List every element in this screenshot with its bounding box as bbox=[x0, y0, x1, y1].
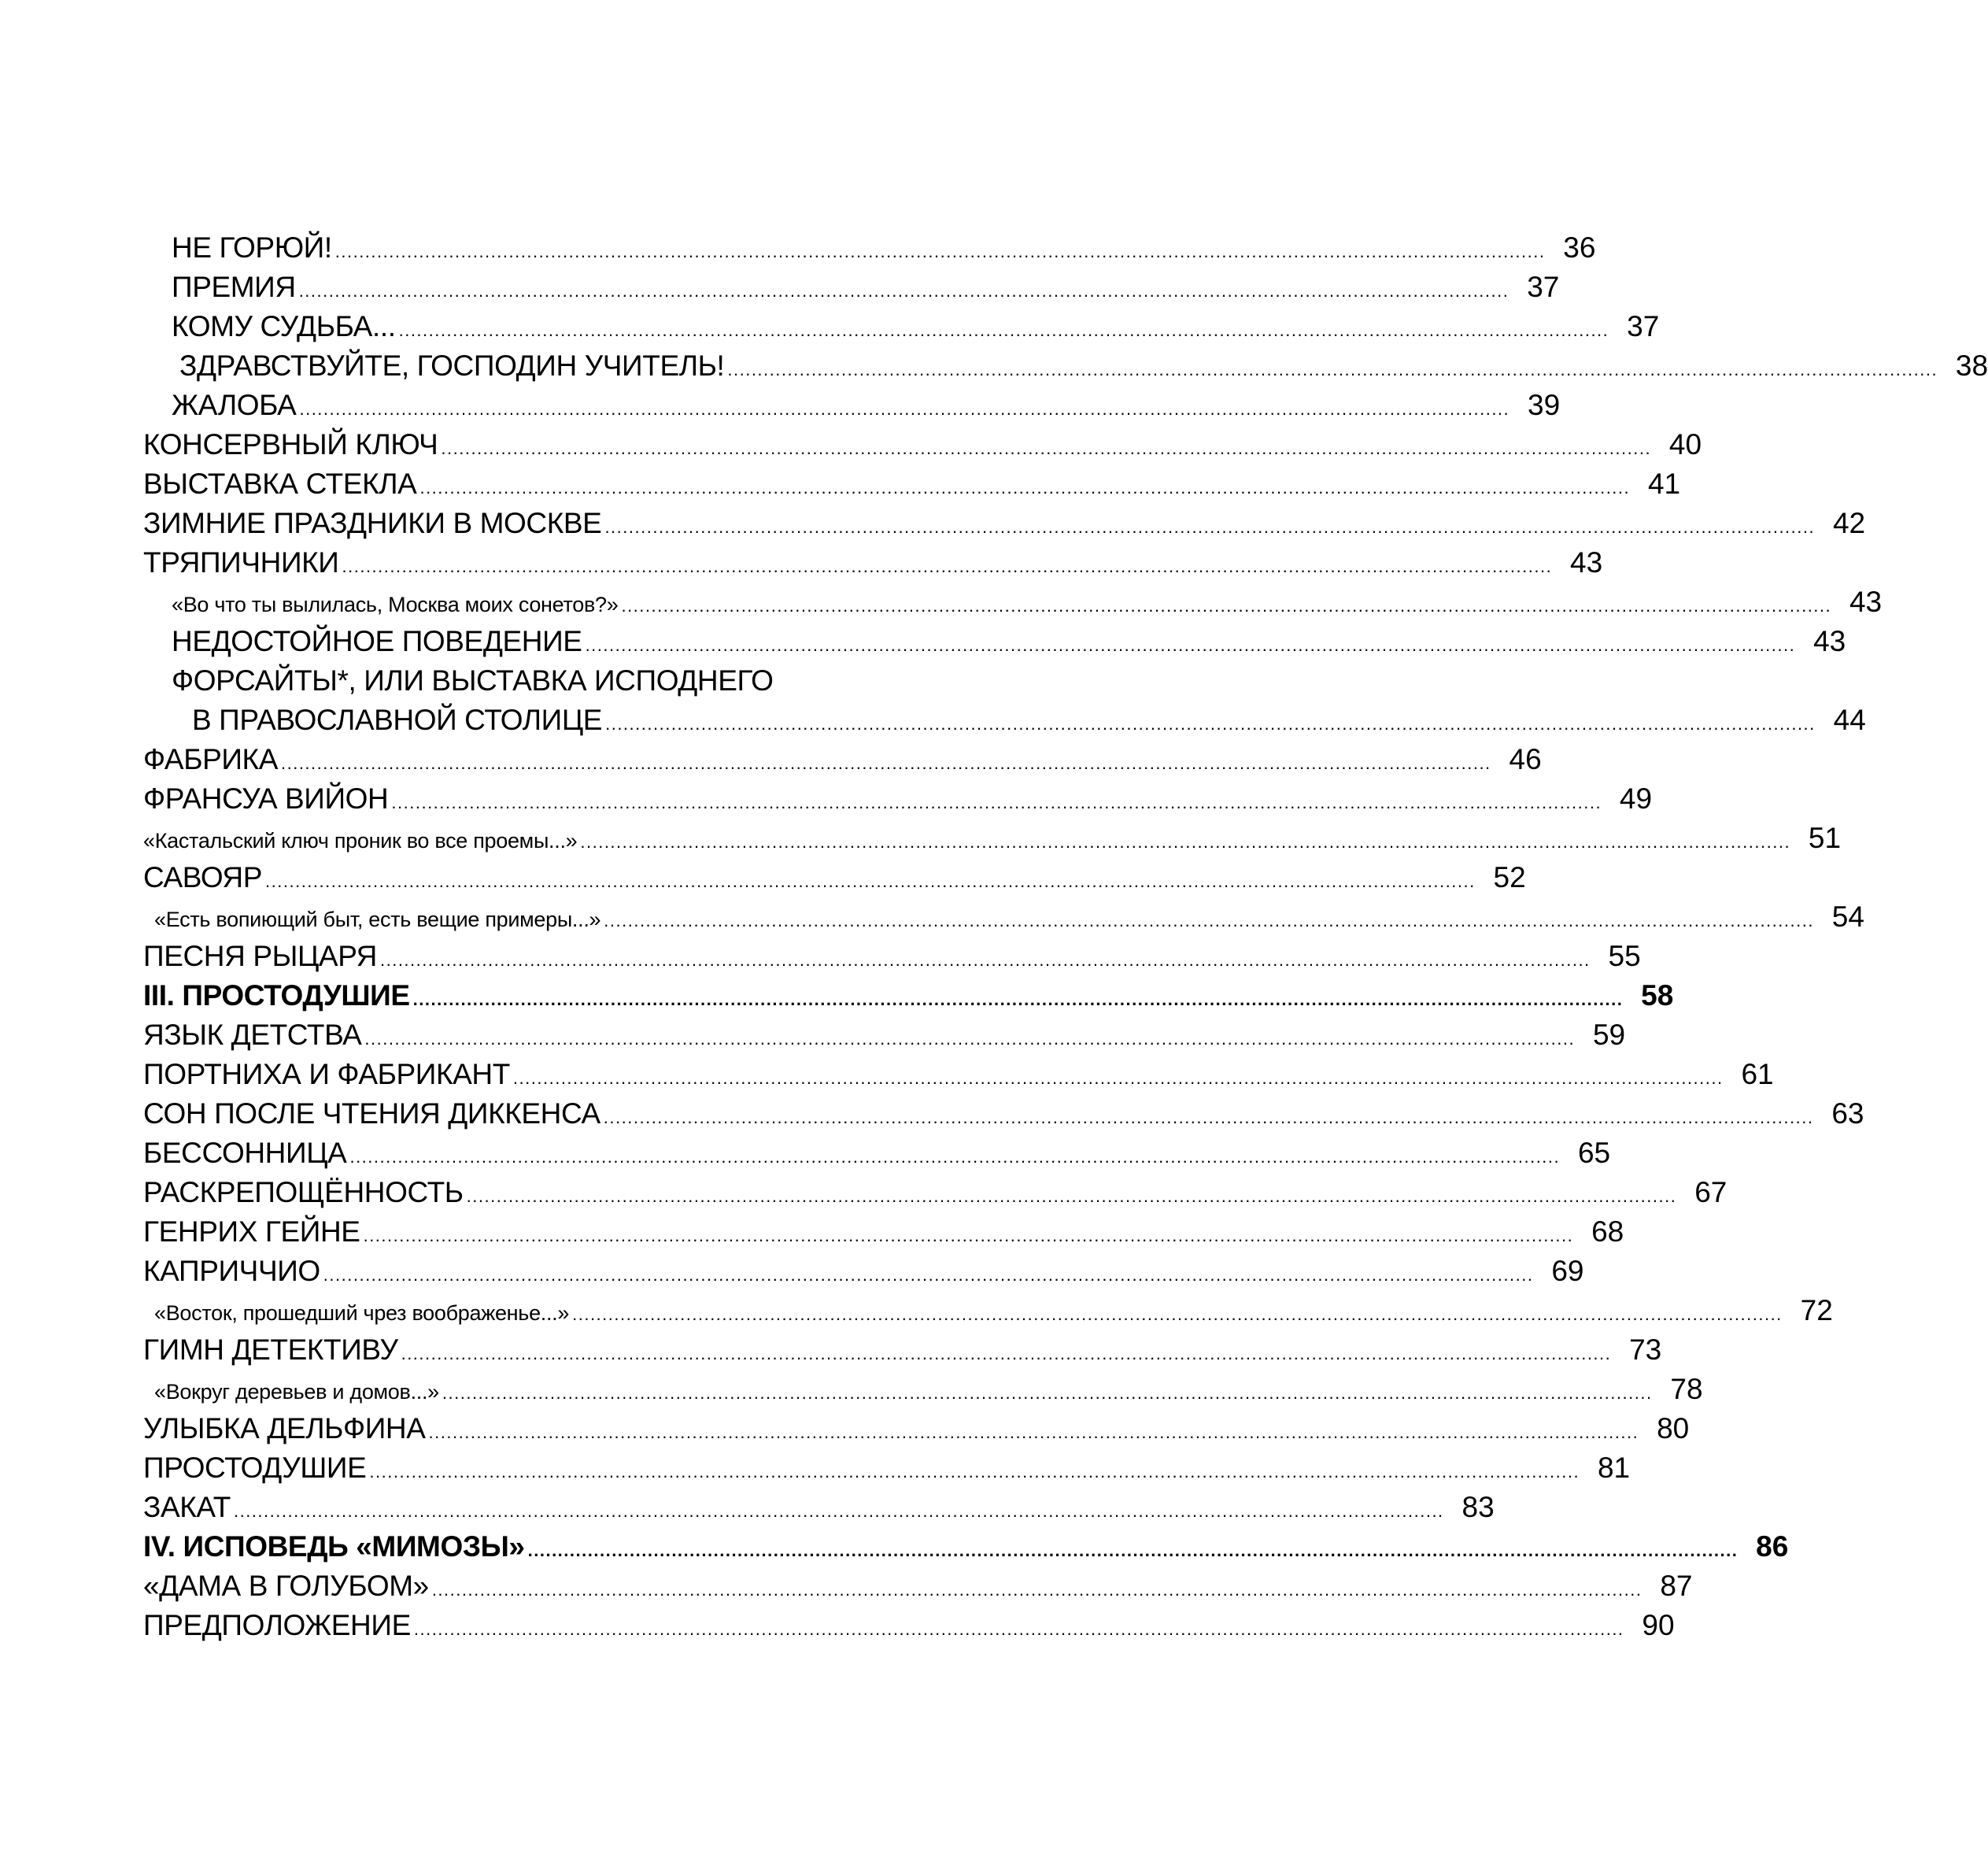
leader-dots: .......................................................................................................................................................................................................... bbox=[363, 1226, 1574, 1245]
toc-page-number: 51 bbox=[1808, 822, 1842, 854]
toc-entry bbox=[0, 425, 1702, 464]
leader-dots: .......................................................................................................................................................................................................... bbox=[512, 1068, 1724, 1088]
toc-entry-title: «Кастальский ключ проник во все проемы...» bbox=[143, 829, 578, 853]
toc-entry bbox=[0, 543, 1603, 583]
toc-entry bbox=[0, 858, 1526, 897]
toc-page-number: 46 bbox=[1509, 743, 1542, 775]
leader-dots: .......................................................................................................................................................................................................... bbox=[580, 832, 1791, 852]
toc-entry-title: НЕ ГОРЮЙ! bbox=[172, 231, 332, 264]
leader-dots: .......................................................................................................................................................................................................... bbox=[334, 242, 1546, 261]
toc-page-number: 43 bbox=[1813, 625, 1846, 657]
toc-page-number: 55 bbox=[1608, 940, 1641, 972]
leader-dots: .......................................................................................................................................................................................................... bbox=[369, 1462, 1580, 1481]
toc-page-number: 63 bbox=[1831, 1097, 1864, 1130]
toc-entry bbox=[0, 779, 1653, 819]
toc-entry-title: ТРЯПИЧНИКИ bbox=[143, 546, 339, 579]
toc-entry-title: УЛЫБКА ДЕЛЬФИНА bbox=[143, 1412, 426, 1444]
leader-dots: .......................................................................................................................................................................................................... bbox=[605, 714, 1816, 734]
toc-entry-title: РАСКРЕПОЩЁННОСТЬ bbox=[143, 1176, 464, 1208]
toc-entry bbox=[0, 1488, 1495, 1527]
toc-page-number: 41 bbox=[1647, 468, 1681, 500]
toc-entry bbox=[0, 1055, 1774, 1094]
toc-page-number: 65 bbox=[1577, 1137, 1611, 1169]
toc-entry-title: «ДАМА В ГОЛУБОМ» bbox=[143, 1570, 429, 1602]
toc-entry bbox=[0, 1291, 1833, 1330]
toc-entry-title: ЖАЛОБА bbox=[172, 389, 297, 421]
toc-page-number: 58 bbox=[1641, 979, 1674, 1012]
toc-page-number: 68 bbox=[1591, 1215, 1624, 1248]
toc-page-number: 78 bbox=[1670, 1373, 1703, 1405]
toc-entry bbox=[0, 1134, 1611, 1173]
toc-entry bbox=[0, 346, 1988, 386]
toc-page-number: 83 bbox=[1461, 1491, 1495, 1523]
toc-page-number: 69 bbox=[1551, 1255, 1584, 1287]
toc-entry-title: БЕССОННИЦА bbox=[143, 1137, 347, 1169]
toc-page-number: 36 bbox=[1563, 231, 1596, 264]
toc-entry bbox=[0, 1212, 1624, 1252]
toc-entry bbox=[0, 464, 1681, 504]
leader-dots: .......................................................................................................................................................................................................... bbox=[398, 320, 1609, 340]
toc-entry bbox=[0, 1252, 1584, 1291]
leader-dots: .......................................................................................................................................................................................................... bbox=[233, 1501, 1444, 1521]
toc-entry-first-line bbox=[0, 661, 1250, 701]
leader-dots: .......................................................................................................................................................................................................... bbox=[727, 360, 1938, 379]
toc-page-number: 86 bbox=[1756, 1530, 1789, 1563]
leader-dots: .......................................................................................................................................................................................................... bbox=[298, 281, 1509, 301]
toc-entry bbox=[0, 740, 1542, 779]
toc-entry-title: НЕДОСТОЙНОЕ ПОВЕДЕНИЕ bbox=[172, 625, 582, 657]
toc-entry bbox=[0, 1330, 1662, 1370]
toc-page-number: 52 bbox=[1493, 861, 1526, 893]
toc-entry-title: «Восток, прошедший чрез воображенье...» bbox=[154, 1301, 570, 1325]
toc-page-number: 40 bbox=[1668, 428, 1702, 461]
toc-entry-title: IV. ИСПОВЕДЬ «МИМОЗЫ» bbox=[143, 1530, 525, 1563]
leader-dots: .......................................................................................................................................................................................................... bbox=[413, 1619, 1624, 1639]
toc-page-number: 81 bbox=[1597, 1452, 1631, 1484]
leader-dots: .......................................................................................................................................................................................................... bbox=[442, 1383, 1653, 1403]
leader-dots: .......................................................................................................................................................................................................... bbox=[441, 438, 1652, 458]
toc-entry bbox=[0, 897, 1864, 937]
toc-page-number: 38 bbox=[1955, 350, 1988, 382]
toc-entry-title: ЗДРАВСТВУЙТЕ, ГОСПОДИН УЧИТЕЛЬ! bbox=[179, 350, 725, 382]
toc-entry bbox=[0, 307, 1660, 346]
toc-page-number: 39 bbox=[1528, 389, 1561, 421]
leader-dots: .......................................................................................................................................................................................................... bbox=[412, 989, 1624, 1009]
toc-entry bbox=[0, 1370, 1703, 1409]
toc-entry-title: ПРОСТОДУШИЕ bbox=[143, 1452, 367, 1484]
toc-entry-title: В ПРАВОСЛАВНОЙ СТОЛИЦЕ bbox=[192, 704, 603, 736]
toc-entry-title: ПОРТНИХА И ФАБРИКАНТ bbox=[143, 1058, 510, 1090]
toc-entry bbox=[0, 1409, 1690, 1448]
toc-page-number: 72 bbox=[1800, 1294, 1833, 1326]
leader-dots: .......................................................................................................................................................................................................... bbox=[431, 1580, 1643, 1600]
leader-dots: .......................................................................................................................................................................................................... bbox=[466, 1186, 1677, 1206]
toc-entry bbox=[0, 1015, 1626, 1055]
leader-dots: .......................................................................................................................................................................................................... bbox=[527, 1541, 1739, 1560]
toc-page-number: 37 bbox=[1627, 310, 1660, 342]
toc-page-number: 43 bbox=[1849, 586, 1883, 618]
toc-page-number: 90 bbox=[1642, 1609, 1675, 1641]
toc-page-number: 37 bbox=[1527, 271, 1560, 303]
toc-page-number: 61 bbox=[1741, 1058, 1774, 1090]
toc-entry-title: «Вокруг деревьев и домов...» bbox=[154, 1380, 439, 1404]
leader-dots: .......................................................................................................................................................................................................... bbox=[265, 871, 1476, 891]
toc-entry bbox=[0, 386, 1561, 425]
toc-entry-title: ПЕСНЯ РЫЦАРЯ bbox=[143, 940, 377, 972]
toc-entry-title: ФОРСАЙТЫ*, ИЛИ ВЫСТАВКА ИСПОДНЕГО bbox=[172, 664, 774, 697]
toc-page-number: 80 bbox=[1657, 1412, 1690, 1444]
toc-entry bbox=[0, 1173, 1727, 1212]
leader-dots: .......................................................................................................................................................................................................... bbox=[323, 1265, 1534, 1285]
leader-dots: .......................................................................................................................................................................................................... bbox=[604, 911, 1814, 930]
toc-section-heading bbox=[0, 976, 1674, 1015]
leader-dots: .......................................................................................................................................................................................................... bbox=[572, 1304, 1783, 1324]
toc-entry-title: ЗИМНИЕ ПРАЗДНИКИ В МОСКВЕ bbox=[143, 507, 602, 539]
toc-entry bbox=[0, 1606, 1675, 1645]
toc-page-number: 59 bbox=[1592, 1019, 1626, 1051]
toc-entry-title: III. ПРОСТОДУШИЕ bbox=[143, 979, 410, 1012]
toc-entry-title: ФРАНСУА ВИЙОН bbox=[143, 782, 389, 815]
leader-dots: .......................................................................................................................................................................................................... bbox=[401, 1344, 1612, 1363]
toc-entry bbox=[0, 937, 1641, 976]
toc-entry-title: ВЫСТАВКА СТЕКЛА bbox=[143, 468, 417, 500]
leader-dots: .......................................................................................................................................................................................................... bbox=[280, 753, 1491, 773]
toc-entry bbox=[0, 583, 1883, 622]
toc-entry bbox=[0, 1567, 1693, 1606]
toc-entry bbox=[0, 819, 1842, 858]
toc-page-number: 42 bbox=[1832, 507, 1866, 539]
toc-page-number: 54 bbox=[1831, 901, 1864, 933]
toc-entry bbox=[0, 228, 1596, 268]
toc-page-number: 73 bbox=[1629, 1333, 1662, 1366]
leader-dots: .......................................................................................................................................................................................................... bbox=[621, 596, 1832, 616]
toc-entry-title: ЗАКАТ bbox=[143, 1491, 231, 1523]
toc-entry-title: САВОЯР bbox=[143, 861, 263, 893]
toc-entry-title: «Есть вопиющий быт, есть вещие примеры...» bbox=[154, 908, 601, 931]
toc-entry-title: СОН ПОСЛЕ ЧТЕНИЯ ДИККЕНСА bbox=[143, 1097, 600, 1130]
leader-dots: .......................................................................................................................................................................................................... bbox=[349, 1147, 1561, 1167]
leader-dots: .......................................................................................................................................................................................................... bbox=[428, 1422, 1639, 1442]
leader-dots: .......................................................................................................................................................................................................... bbox=[299, 399, 1510, 419]
toc-entry-title: ФАБРИКА bbox=[143, 743, 278, 775]
leader-dots: .......................................................................................................................................................................................................... bbox=[391, 793, 1602, 812]
toc-entry-title: КОМУ СУДЬБА... bbox=[172, 310, 396, 342]
toc-entry bbox=[0, 701, 1866, 740]
leader-dots: .......................................................................................................................................................................................................... bbox=[342, 557, 1553, 576]
toc-section-heading bbox=[0, 1527, 1789, 1567]
toc-entry-title: «Во что ты вылилась, Москва моих сонетов?» bbox=[172, 593, 619, 616]
leader-dots: .......................................................................................................................................................................................................... bbox=[364, 1029, 1576, 1049]
toc-entry-title: ПРЕДПОЛОЖЕНИЕ bbox=[143, 1609, 411, 1641]
toc-page-number: 87 bbox=[1660, 1570, 1693, 1602]
toc-page-number: 49 bbox=[1619, 782, 1653, 815]
leader-dots: .......................................................................................................................................................................................................... bbox=[419, 478, 1631, 498]
toc-entry bbox=[0, 268, 1560, 307]
toc-page-number: 44 bbox=[1833, 704, 1866, 736]
leader-dots: .......................................................................................................................................................................................................... bbox=[604, 517, 1816, 537]
toc-page-number: 43 bbox=[1570, 546, 1603, 579]
toc-page-number: 67 bbox=[1694, 1176, 1727, 1208]
leader-dots: .......................................................................................................................................................................................................... bbox=[585, 635, 1796, 655]
toc-entry-title: ЯЗЫК ДЕТСТВА bbox=[143, 1019, 362, 1051]
toc-entry bbox=[0, 622, 1846, 661]
leader-dots: .......................................................................................................................................................................................................... bbox=[603, 1108, 1814, 1127]
toc-entry-title: КАПРИЧЧИО bbox=[143, 1255, 320, 1287]
toc-entry bbox=[0, 1448, 1631, 1488]
toc-entry bbox=[0, 1094, 1864, 1134]
toc-entry bbox=[0, 504, 1866, 543]
toc-entry-title: ПРЕМИЯ bbox=[172, 271, 296, 303]
leader-dots: .......................................................................................................................................................................................................... bbox=[379, 950, 1591, 970]
toc-entry-title: ГИМН ДЕТЕКТИВУ bbox=[143, 1333, 398, 1366]
toc-entry-title: ГЕНРИХ ГЕЙНЕ bbox=[143, 1215, 360, 1248]
toc-entry-title: КОНСЕРВНЫЙ КЛЮЧ bbox=[143, 428, 438, 461]
